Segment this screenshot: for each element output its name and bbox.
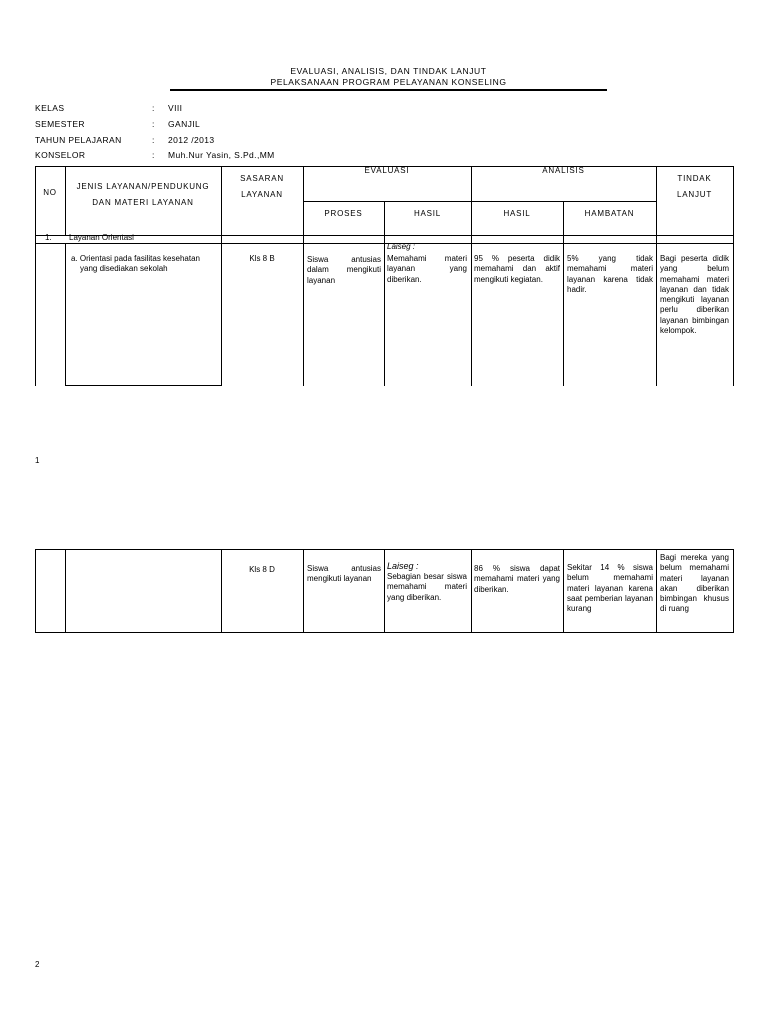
meta-value-konselor: Muh.Nur Yasin, S.Pd.,MM [168, 150, 275, 160]
meta-value-kelas: VIII [168, 103, 183, 113]
header-analisis: ANALISIS [542, 166, 585, 175]
header-tindak: TINDAK [677, 174, 712, 183]
row-hasil-analisis: 95 % peserta didik memahami dan aktif mengikuti kegiatan. [474, 254, 560, 284]
section-number: 1. [45, 233, 52, 242]
row-item: a. Orientasi pada fasilitas kesehatan yang disediakan sekolah [71, 254, 200, 274]
row-hasil-label: Laiseg : [387, 561, 419, 571]
header-sasaran: SASARAN [240, 174, 284, 183]
row-proses: Siswa antusias dalam mengikuti layanan [307, 255, 381, 285]
header-lanjut: LANJUT [676, 190, 713, 199]
row-tindak-lanjut: Bagi peserta didik yang belum memahami materi layanan dan tidak mengikuti layanan perlu diberikan layanan bimbingan kelompok. [660, 254, 729, 336]
document-title: EVALUASI, ANALISIS, DAN TINDAK LANJUT [290, 66, 487, 76]
row-hasil-label: Laiseg : [387, 242, 416, 251]
row-hasil-analisis: 86 % siswa dapat memahami materi yang diberikan. [474, 564, 560, 594]
header-materi-layanan: DAN MATERI LAYANAN [92, 198, 194, 207]
row-sasaran: Kls 8 B [249, 254, 275, 263]
meta-value-tahun: 2012 /2013 [168, 135, 215, 145]
row-hambatan: Sekitar 14 % siswa belum memahami materi layanan karena saat pemberian layanan kurang [567, 563, 653, 614]
header-hasil-evaluasi: HASIL [413, 209, 442, 218]
page-number: 2 [35, 960, 40, 969]
meta-colon: : [152, 135, 155, 145]
meta-label-konselor: KONSELOR [35, 150, 86, 160]
header-jenis-layanan: JENIS LAYANAN/PENDUKUNG [76, 182, 210, 191]
row-proses: Siswa antusias mengikuti layanan [307, 564, 381, 584]
row-hasil: Sebagian besar siswa memahami materi yang diberikan. [387, 572, 467, 602]
row-hasil: Memahami materi layanan yang diberikan. [387, 254, 467, 284]
header-sasaran-layanan: LAYANAN [241, 190, 283, 199]
header-evaluasi: EVALUASI [364, 166, 410, 175]
meta-label-semester: SEMESTER [35, 119, 85, 129]
row-sasaran: Kls 8 D [249, 565, 275, 574]
row-tindak-lanjut: Bagi mereka yang belum memahami materi layanan akan diberikan bimbingan khusus di ruang [660, 553, 729, 614]
meta-colon: : [152, 150, 155, 160]
section-name: Layanan Orientasi [69, 233, 134, 242]
document-subtitle: PELAKSANAAN PROGRAM PELAYANAN KONSELING [270, 77, 507, 87]
meta-colon: : [152, 119, 155, 129]
evaluation-table-continued [35, 549, 734, 633]
header-hasil-analisis: HASIL [503, 209, 531, 218]
header-no: NO [43, 188, 57, 197]
meta-label-kelas: KELAS [35, 103, 65, 113]
title-underline [170, 89, 607, 91]
page-number: 1 [35, 456, 40, 465]
header-proses: PROSES [324, 209, 363, 218]
header-hambatan: HAMBATAN [584, 209, 635, 218]
meta-label-tahun: TAHUN PELAJARAN [35, 135, 122, 145]
evaluation-table [35, 166, 734, 386]
meta-colon: : [152, 103, 155, 113]
row-hambatan: 5% yang tidak memahami materi layanan karena tidak hadir. [567, 254, 653, 294]
meta-value-semester: GANJIL [168, 119, 201, 129]
